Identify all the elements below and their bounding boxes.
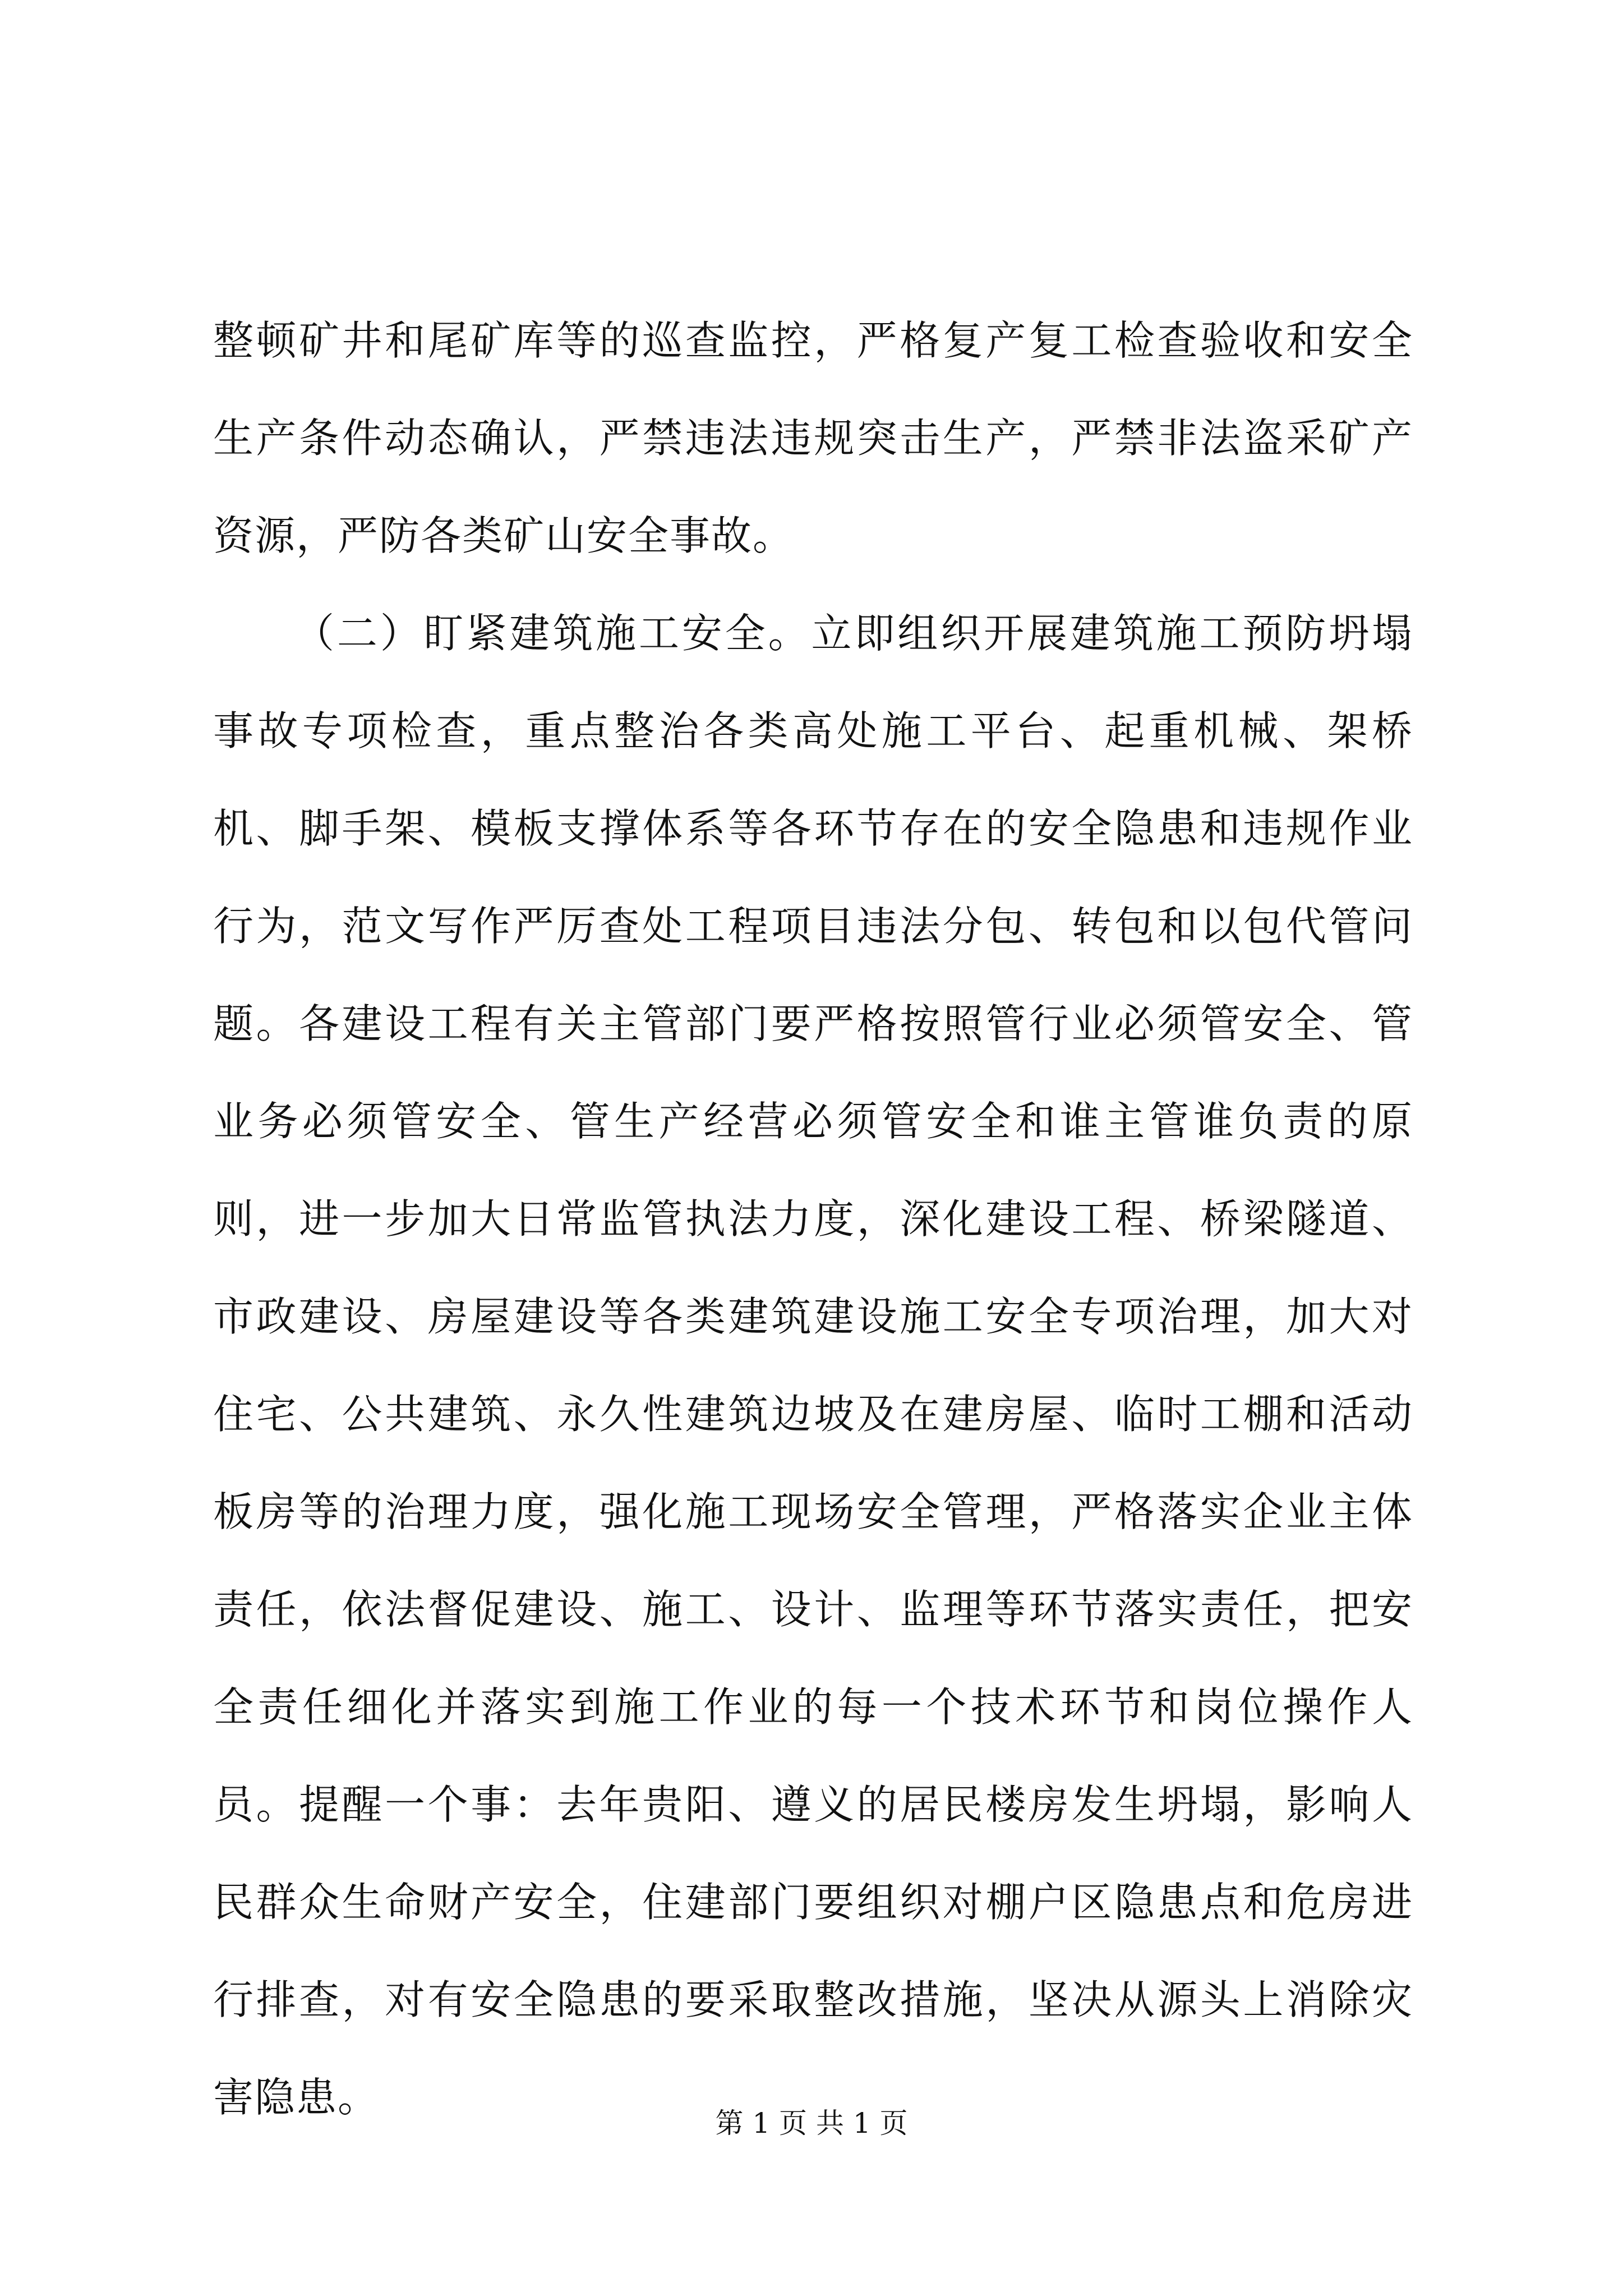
body-text: [213, 292, 1413, 2146]
paragraph-2: （二）盯紧建筑施工安全。立即组织开展建筑施工预防坍塌事故专项检查，重点整治各类高处施工平台、起重机械、架桥机、脚手架、模板支撑体系等各环节存在的安全隐患和违规作业行为，范文写作严厉查处工程项目违法分包、转包和以包代管问题。各建设工程有关主管部门要严格按照管行业必须管安全、管业务必须管安全、管生产经营必须管安全和谁主管谁负责的原则，进一步加大日常监管执法力度，深化建设工程、桥梁隧道、市政建设、房屋建设等各类建筑建设施工安全专项治理，加大对住宅、公共建筑、永久性建筑边坡及在建房屋、临时工棚和活动板房等的治理力度，强化施工现场安全管理，严格落实企业主体责任，依法督促建设、施工、设计、监理等环节落实责任，把安全责任细化并落实到施工作业的每一个技术环节和岗位操作人员。提醒一个事：去年贵阳、遵义的居民楼房发生坍塌，影响人民群众生命财产安全，住建部门要组织对棚户区隐患点和危房进行排查，对有安全隐患的要采取整改措施，坚决从源头上消除灾害隐患。: [213, 610, 1413, 2121]
paragraph-1: 整顿矿井和尾矿库等的巡查监控，严格复产复工检查验收和安全生产条件动态确认，严禁违法违规突击生产，严禁非法盗采矿产资源，严防各类矿山安全事故。: [213, 317, 1413, 559]
page-number-label: 第 1 页 共 1 页: [715, 2107, 908, 2139]
page-footer: [0, 2104, 1623, 2143]
